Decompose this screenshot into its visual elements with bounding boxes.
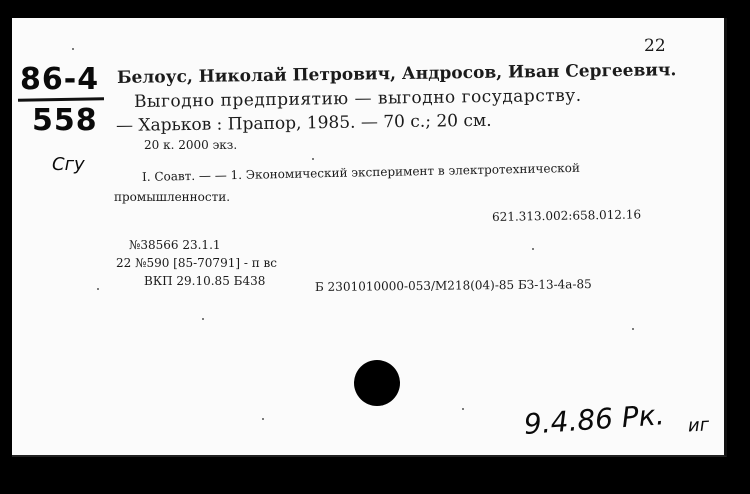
handwritten-date: 9.4.86 Рк. [522, 398, 666, 441]
punch-hole [354, 360, 400, 406]
shelfmark-note: Сгу [52, 154, 85, 175]
scan-speckle [97, 288, 99, 290]
scan-speckle [262, 418, 264, 420]
registration-line1: №38566 23.1.1 [129, 238, 221, 252]
shelfmark-top: 86-4 [20, 62, 100, 97]
subject-tracing-line1: I. Соавт. — — 1. Экономический эксперимент в электротехнической [141, 160, 581, 184]
shelfmark-bottom: 558 [32, 103, 98, 138]
handwritten-initials: иг [687, 414, 710, 437]
imprint-line: — Харьков : Прапор, 1985. — 70 с.; 20 см. [115, 110, 492, 136]
shelfmark-divider [18, 97, 104, 102]
registration-line2: 22 №590 [85-70791] - п вс [116, 256, 277, 270]
book-title: Выгодно предприятию — выгодно государству. [133, 85, 582, 112]
card-number: 22 [644, 36, 666, 56]
classification-line: Б 2301010000-053/М218(04)-85 БЗ-13-4а-85 [314, 277, 592, 294]
scan-speckle [462, 408, 464, 410]
scan-speckle [72, 48, 74, 50]
udc-code: 621.313.002:658.012.16 [491, 207, 642, 224]
registration-line3: ВКП 29.10.85 Б438 [144, 274, 266, 288]
subject-tracing-line2: промышленности. [114, 190, 231, 204]
scan-speckle [312, 158, 314, 160]
authors-heading: Белоус, Николай Петрович, Андросов, Иван Сергеевич. [116, 60, 677, 88]
scan-speckle [632, 328, 634, 330]
price-copies: 20 к. 2000 экз. [144, 138, 238, 152]
scan-speckle [532, 248, 534, 250]
catalog-card [12, 18, 727, 457]
scan-speckle [202, 318, 204, 320]
